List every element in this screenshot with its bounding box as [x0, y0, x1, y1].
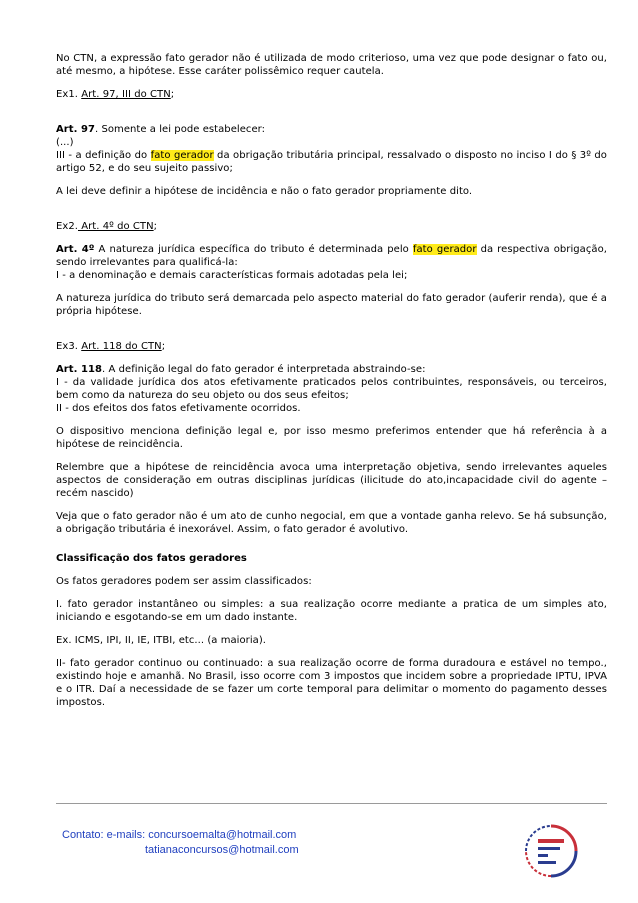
paragraph-dispositivo: O dispositivo menciona definição legal e, por isso mesmo preferimos entender que há referência à a hipótese de reincidência. [56, 426, 607, 450]
example-1 [56, 88, 607, 101]
article-118 [56, 363, 607, 415]
link-art-118[interactable]: Art. 118 do CTN [81, 341, 162, 352]
paragraph-lei: A lei deve definir a hipótese de incidência e não o fato gerador propriamente dito. [56, 186, 473, 197]
article-text-rest: da respectiva obrigação, sendo irrelevantes para qualificá-la: [56, 244, 607, 268]
example-2 [56, 220, 607, 233]
heading-text: Classificação dos fatos geradores [56, 553, 247, 564]
highlight-fato-gerador: fato gerador [150, 150, 214, 161]
paragraph-relembre: Relembre que a hipótese de reincidência avoca uma interpretação objetiva, sendo irrelevantes aqueles aspectos de consideração em outras disciplinas jurídicas (ilicitude do ato,incapacidade civil do agente – recém nascido) [56, 462, 607, 499]
inciso-text: III - a definição do [56, 150, 151, 161]
contact-line-1: Contato: e-mails: concursoemalta@hotmail.com [62, 829, 297, 841]
footer-divider [56, 803, 607, 804]
example-prefix: Ex1. [56, 89, 82, 100]
article-label: Art. 118 [56, 364, 103, 375]
logo-icon [522, 822, 580, 880]
example-prefix: Ex2. [56, 221, 78, 232]
article-text: . Somente a lei pode estabelecer: [95, 124, 266, 135]
document-body [56, 52, 607, 719]
link-art-97[interactable]: Art. 97, III do CTN [81, 89, 171, 100]
inciso-text: I - a denominação e demais características formais adotadas pela lei; [56, 270, 408, 281]
paragraph-natureza: A natureza jurídica do tributo será demarcada pelo aspecto material do fato gerador (auferir renda), que é a própria hipótese. [56, 293, 607, 317]
article-97 [56, 123, 607, 175]
paragraph-veja: Veja que o fato gerador não é um ato de cunho negocial, em que a vontade ganha relevo. Se há subsunção, a obrigação tributária é inexorável. Assim, o fato gerador é avolutivo. [56, 511, 607, 535]
paragraph-classificados: Os fatos geradores podem ser assim classificados: [56, 576, 312, 587]
article-text: . A definição legal do fato gerador é interpretada abstraindo-se: [102, 364, 426, 375]
example-prefix: Ex3. [56, 341, 82, 352]
article-label: Art. 4º [56, 244, 95, 255]
contact-line-2: tatianaconcursos@hotmail.com [145, 844, 299, 856]
example-suffix: ; [153, 221, 158, 232]
footer-contact [62, 828, 299, 858]
paragraph-intro: No CTN, a expressão fato gerador não é utilizada de modo criterioso, uma vez que pode designar o fato ou, até mesmo, a hipótese. Esse caráter polissêmico requer cautela. [56, 53, 607, 77]
inciso-2: II - dos efeitos dos fatos efetivamente ocorridos. [56, 403, 301, 414]
article-label: Art. 97 [56, 124, 95, 135]
highlight-fato-gerador: fato gerador [412, 244, 477, 255]
paragraph-continuado: II- fato gerador continuo ou continuado: a sua realização ocorre de forma duradoura e estável no tempo., existindo hoje e amanhã. No Brasil, isso ocorre com 3 impostos que incidem sobre a propriedade IPTU, IPVA e o ITR. Daí a necessidade de se fazer um corte temporal para delimitar o momento do pagamento desses impostos. [56, 658, 607, 708]
inciso-1: I - da validade jurídica dos atos efetivamente praticados pelos contribuintes, responsáveis, ou terceiros, bem como da natureza do seu objeto ou dos seus efeitos; [56, 377, 607, 401]
section-heading [56, 552, 607, 565]
article-text: A natureza jurídica específica do tributo é determinada pelo [94, 244, 413, 255]
inciso-text-rest: da obrigação tributária principal, ressalvado o disposto no inciso I do § 3º do artigo 52, e do seu sujeito passivo; [56, 150, 607, 174]
example-suffix: ; [170, 89, 175, 100]
paragraph-instantaneo: I. fato gerador instantâneo ou simples: a sua realização ocorre mediante a pratica de um simples ato, iniciando e esgotando-se em um dado instante. [56, 599, 607, 623]
paragraph-exemplo: Ex. ICMS, IPI, II, IE, ITBI, etc... (a maioria). [56, 635, 267, 646]
link-art-4[interactable]: Art. 4º do CTN [77, 221, 154, 232]
example-suffix: ; [161, 341, 166, 352]
example-3 [56, 340, 607, 353]
article-4 [56, 243, 607, 282]
ellipsis: (...) [56, 137, 74, 148]
